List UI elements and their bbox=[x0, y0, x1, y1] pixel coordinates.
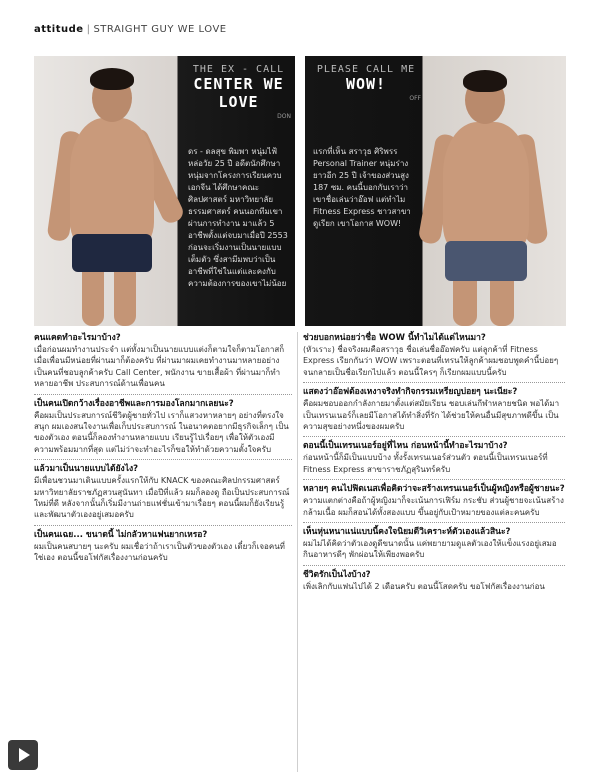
question-heading: ช่วยบอกหน่อยว่าชื่อ WOW นี้ทำไมได้แต่ไหนมา? bbox=[303, 333, 486, 343]
question-heading: แล้วมาเป็นนายแบบได้ยังไง? bbox=[34, 464, 139, 475]
question-heading: เห็นหุ่นหนาแน่แบบนี้คงใจนิยมดีวิเคราะห์ตัวเองแล้วสินะ? bbox=[303, 527, 511, 538]
hero-title-left bbox=[186, 64, 291, 120]
play-button[interactable] bbox=[8, 740, 38, 770]
hero-title-top-left: THE EX - CALL bbox=[192, 64, 285, 75]
answer-paragraph: (หัวเราะ) ชื่อจริงผมคือสราวุธ ชื่อเล่นชื่ออ๊อฟครับ แต่ลูกค้าที่ Fitness Express เรียกกันว่า WOW เพราะตอนที่เทรนให้ลูกค้าผมชอบพูดคำนี้บ่อยๆ จนกลายเป็นชื่อเรียกไปแล้ว ตอนนี้ใครๆ ก็เรียกผมแบบนี้ครับ bbox=[303, 345, 559, 377]
hero-caption-right: แรกที่เห็น สราวุธ ศิริพรร Personal Trainer หนุ่มร่างยาวอีก 25 ปี เจ้าของส่วนสูง 187 ซม. คนนี้บอกกับเราว่าเขาชื่อเล่นว่าอ๊อฟ แต่ทำไม Fitness Express ชาวสาขาดูเรียก เขาโอกาส WOW! bbox=[313, 147, 411, 228]
column-divider bbox=[297, 332, 298, 772]
hero-photo-left bbox=[34, 56, 295, 326]
hero-title-right bbox=[311, 64, 421, 102]
hero-title-main-left: CENTER WE LOVE bbox=[193, 75, 284, 111]
hero-caption-left: ดร - ดลสุข พิมพา หนุ่มไฟ้ หล่อวัย 25 ปี อดีตนักศึกษาหนุ่มจากโครงการเรียนควบเอกจีน ได้ศึกษาคณะศิลปศาสตร์ มหาวิทยาลัยธรรมศาสตร์ คนนอกทีมเขาผ่านการทำงาน มาแล้ว 5 อาชีพตั้งแต่จบมาเมื่อปี 2553 ก่อนจะเริ่มงานเป็นนายแบบเต็มตัว ซึ่งสามีมพบว่าเป็นอาชีพที่ใช่ในแต่และคงกับความต้องการของเขาไม่น้อย bbox=[188, 147, 288, 288]
question-heading: แสดงว่าอ๊อฟต้องเหงาจริงทำกิจกรรมเหรียญบ่อยๆ นะเนียะ? bbox=[303, 387, 518, 398]
section-divider bbox=[34, 525, 292, 526]
hero-title-main-right: WOW! bbox=[345, 75, 387, 93]
answer-paragraph: ผมไม่ได้คิดว่าตัวเองดูดีขนาดนั้น แค่พยายามดูแลตัวเองให้แข็งแรงอยู่เสมอ กินอาหารดีๆ พักผ่อนให้เพียงพอครับ bbox=[303, 539, 557, 560]
page-header bbox=[34, 24, 227, 35]
section-divider bbox=[303, 522, 565, 523]
article-column-left bbox=[34, 332, 292, 568]
article-column-right bbox=[303, 332, 565, 596]
play-icon bbox=[19, 748, 30, 762]
answer-paragraph: คือผมชอบออกกำลังกายมาตั้งแต่สมัยเรียน ชอบเล่นกีฬาหลายชนิด พอได้มาเป็นเทรนเนอร์ก็เลยมีโอกาสได้ทำสิ่งที่รัก ได้ช่วยให้คนอื่นมีสุขภาพดีขึ้น เป็นความสุขอย่างหนึ่งของผมครับ bbox=[303, 399, 560, 432]
section-divider bbox=[303, 436, 565, 437]
question-heading: หลายๆ คนไปฟิตเนสเพื่อคิดว่าจะสร้างเทรนเนอร์เป็นผู้หญิงหรือผู้ชายนะ? bbox=[303, 484, 565, 495]
section-divider bbox=[303, 565, 565, 566]
answer-paragraph: ก่อนหน้านี้ก็มีเป็นแบบบ้าง ทั้งรั้งเทรนเนอร์ส่วนตัว ตอนนี้เป็นเทรนเนอร์ที่ Fitness Express สาขาราชภัฏสุรินทร์ครับ bbox=[303, 453, 548, 474]
question-heading: เป็นคนเฉย... ขนาดนี้ ไม่กลัวหาแฟนยากเหรอ? bbox=[34, 529, 208, 540]
section-divider bbox=[303, 479, 565, 480]
question-heading: ชีวิตรักเป็นไงบ้าง? bbox=[303, 569, 371, 580]
header-separator: | bbox=[86, 24, 91, 35]
hero-photo-right bbox=[305, 56, 566, 326]
answer-paragraph: เพิ่งเลิกกับแฟนไปได้ 2 เดือนครับ ตอนนี้โสดครับ ขอโฟกัสเรื่องงานก่อน bbox=[303, 581, 545, 591]
section-divider bbox=[34, 394, 292, 395]
hero-title-top-right: PLEASE CALL ME bbox=[316, 64, 416, 75]
answer-paragraph: คือผมเป็นประสบการณ์ชีวิตผู้ชายทั่วไป เราก็แสวงหาหลายๆ อย่างที่ตรงใจ สนุก ผมเองสนใจงานเพื่อเก็บประสบการณ์ ในอนาคตอยากมีธุรกิจเล็กๆ เป็นของตัวเอง ตอนนี้ก็ลองทำงานหลายแบบ เรียนรู้ไปเรื่อยๆ เพื่อให้ตัวเองมีความพร้อมมากที่สุด แต่ไม่ว่าจะทำอะไรก็ขอให้ทำด้วยความตั้งใจครับ bbox=[34, 410, 289, 454]
section-title: STRAIGHT GUY WE LOVE bbox=[93, 24, 227, 35]
magazine-brand: attitude bbox=[34, 24, 84, 35]
section-divider bbox=[303, 382, 565, 383]
answer-paragraph: ความแตกต่างคือถ้าผู้หญิงมาก็จะเน้นการเฟิร์ม กระชับ ส่วนผู้ชายจะเน้นสร้างกล้ามเนื้อ ผมก็สอนได้ทั้งสองแบบ ขึ้นอยู่กับเป้าหมายของแต่ละคนครับ bbox=[303, 496, 564, 517]
section-divider bbox=[34, 459, 292, 460]
answer-paragraph: เมื่อก่อนผมทำงานประจำ แต่ทั้งมาเป็นนายแบบแต่งก็ตามใจก็ตามโอกาสก็เมื่อเพื่อนมีหน่อยที่ผ่านมาก็ต้องครับ ที่ผ่านมาผมเคยทำงานมาหลายอย่าง เป็นคนที่ชอบลูกค้าครับ Call Center, พนักงาน ขายเสื้อผ้า ที่ผ่านมาก็ทำหลายอาชีพ ประสบการณ์ด้านเพื่อนคน bbox=[34, 345, 285, 389]
question-heading: คนแคดทำอะไรมาบ้าง? bbox=[34, 333, 121, 343]
hero-title-sub-right: OFF bbox=[409, 95, 421, 102]
hero-title-sub-left: DON bbox=[277, 113, 291, 120]
question-heading: เป็นคนเปิดกว้างเรื่องอาชีพและการมองโลกมากเลยนะ? bbox=[34, 398, 234, 409]
answer-paragraph: ผมเป็นคนสบายๆ นะครับ ผมเชื่อว่าถ้าเราเป็นตัวของตัวเอง เดี๋ยวก็เจอคนที่ใช่เอง ตอนนี้ขอโฟกัสเรื่องงานก่อนครับ bbox=[34, 541, 285, 563]
question-heading: ตอนนี้เป็นเทรนเนอร์อยู่ที่ไหน ก่อนหน้านี้ทำอะไรมาบ้าง? bbox=[303, 441, 508, 452]
answer-paragraph: มีเพื่อนชวนมาเดินแบบครั้งแรกให้กับ KNACK ของคณะศิลปกรรมศาสตร์ มหาวิทยาลัยราชภัฏสวนสุนันทา เมื่อปีที่แล้ว ผมก็ลองดู ถือเป็นประสบการณ์ใหม่ที่ดี หลังจากนั้นก็เริ่มมีงานถ่ายแฟชั่นเข้ามาเรื่อยๆ ตอนนี้ผมก็ยังเรียนรู้และพัฒนาตัวเองอยู่เสมอครับ bbox=[34, 476, 290, 520]
